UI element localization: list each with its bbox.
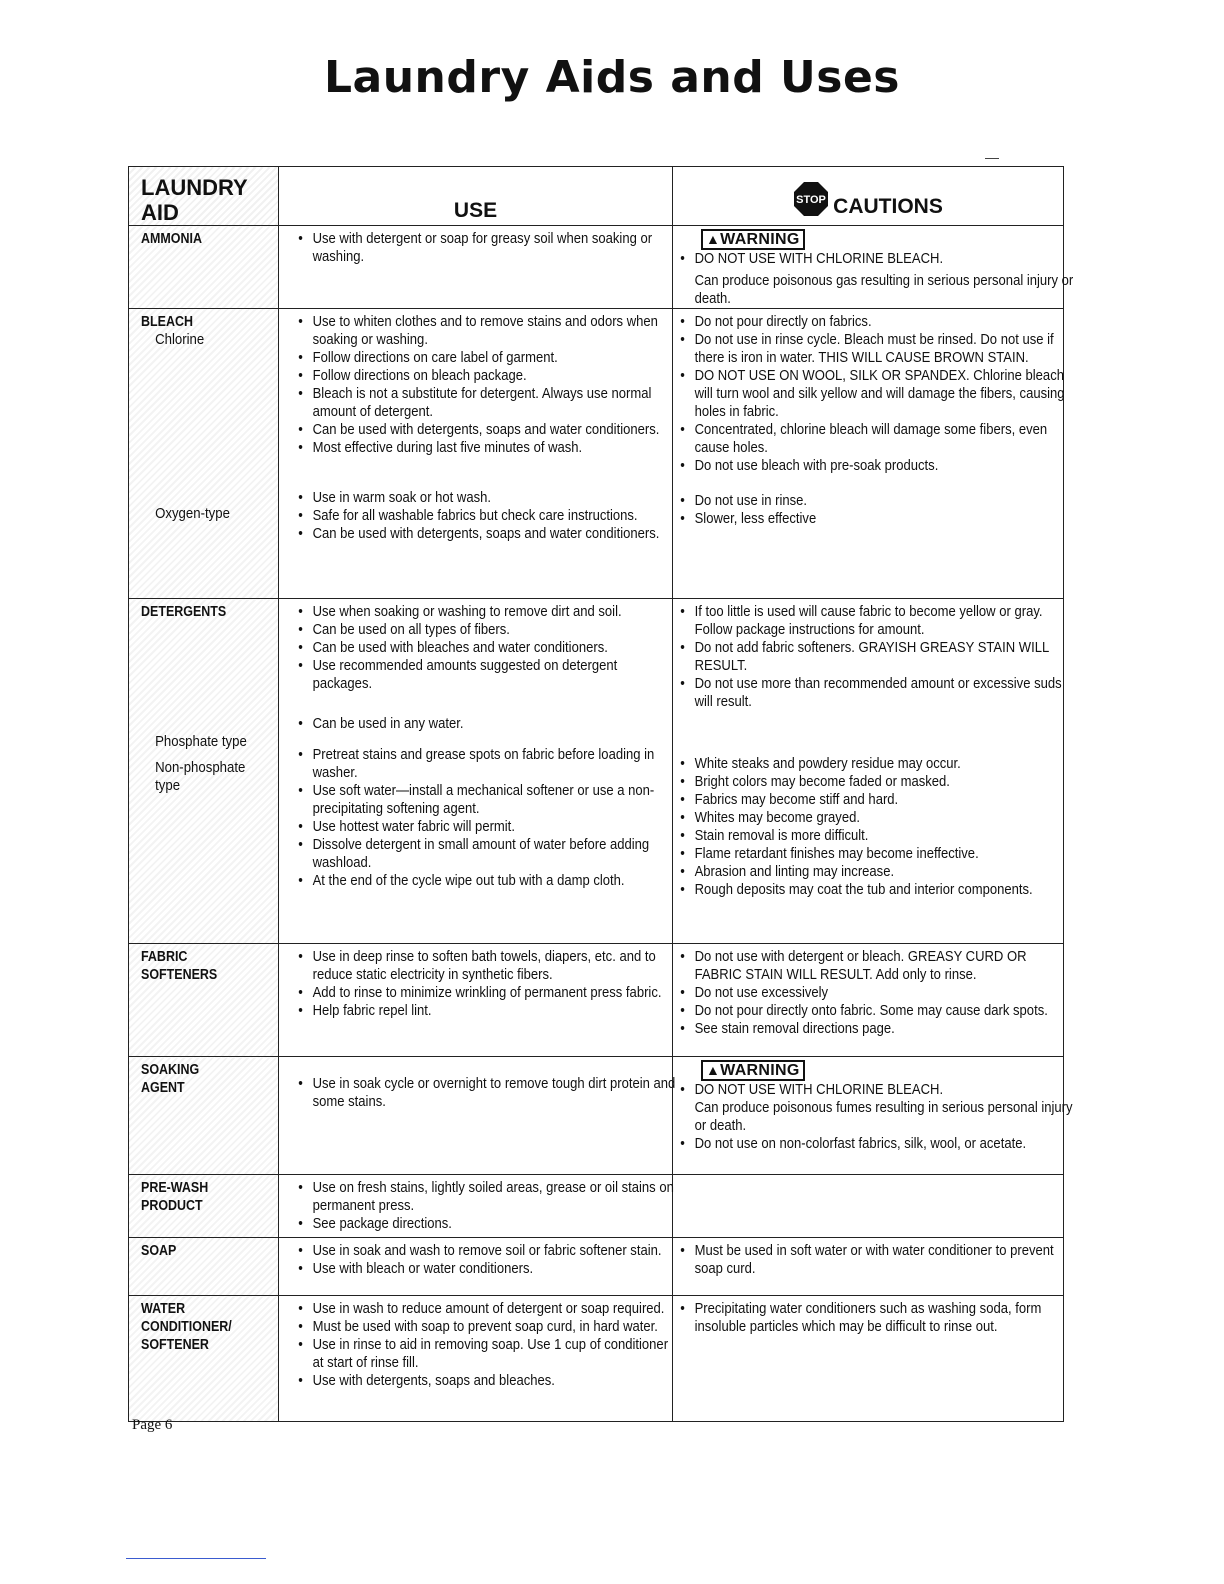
caution-cell — [673, 1238, 1064, 1296]
aid-name: PRE-WASH — [141, 1180, 209, 1196]
caution-item: • Flame retardant finishes may become ineffective. — [673, 845, 1068, 863]
aid-name: SOAKING — [141, 1062, 200, 1078]
table-row-water-conditioner — [129, 1296, 1064, 1422]
caution-item: • Do not use bleach with pre-soak products. — [673, 457, 1068, 475]
use-item: • Follow directions on care label of garment. — [291, 349, 677, 367]
use-item: • Safe for all washable fabrics but check care instructions. — [291, 507, 677, 525]
warning-label: WARNING — [720, 231, 800, 248]
caution-item: • Bright colors may become faded or masked. — [673, 773, 1068, 791]
caution-cell — [673, 1057, 1073, 1175]
caution-cell — [673, 226, 1074, 309]
aid-name: AMMONIA — [141, 231, 202, 247]
warning-badge — [701, 1060, 805, 1081]
use-item: • See package directions. — [291, 1215, 677, 1233]
caution-item: • Must be used in soft water or with water conditioner to prevent soap curd. — [673, 1242, 1068, 1278]
table-row-bleach — [129, 309, 1064, 599]
aid-name: DETERGENTS — [141, 604, 227, 620]
aid-cell — [129, 1296, 279, 1422]
warning-triangle-icon: ▲ — [706, 231, 721, 247]
aid-cell — [129, 1057, 279, 1175]
use-item: • Can be used in any water. — [291, 715, 677, 733]
aid-subtype: Chlorine — [155, 331, 205, 348]
warning-badge — [701, 229, 805, 250]
use-cell — [279, 599, 673, 944]
aid-subtype: Non-phosphate type — [155, 759, 246, 794]
aid-cell — [129, 309, 279, 599]
use-cell — [279, 1296, 673, 1422]
caution-item: • Do not use excessively — [673, 984, 1068, 1002]
header-laundry-aid — [129, 167, 279, 226]
aid-cell — [129, 226, 279, 309]
table-row-detergents — [129, 599, 1064, 944]
use-item: • Can be used on all types of fibers. — [291, 621, 677, 639]
caution-item: • See stain removal directions page. — [673, 1020, 1068, 1038]
aid-name: SOFTENERS — [141, 967, 218, 983]
table-header-row — [129, 167, 1064, 226]
aid-cell — [129, 1175, 279, 1238]
table-row-soap — [129, 1238, 1064, 1296]
aid-name: PRODUCT — [141, 1198, 203, 1214]
warning-label: WARNING — [720, 1062, 800, 1079]
aid-name: WATER — [141, 1301, 186, 1317]
use-item: • At the end of the cycle wipe out tub with a damp cloth. — [291, 872, 677, 890]
aid-name: AGENT — [141, 1080, 185, 1096]
use-cell — [279, 309, 673, 599]
aid-name: BLEACH — [141, 314, 193, 330]
aid-subtype: Phosphate type — [155, 733, 247, 750]
caution-item: • Do not pour directly onto fabric. Some may cause dark spots. — [673, 1002, 1068, 1020]
use-item: • Use in warm soak or hot wash. — [291, 489, 677, 507]
use-item: • Use recommended amounts suggested on detergent packages. — [291, 657, 677, 693]
use-item: • Use in soak and wash to remove soil or fabric softener stain. — [291, 1242, 677, 1260]
table-row-prewash — [129, 1175, 1064, 1238]
use-item: • Dissolve detergent in small amount of water before adding washload. — [291, 836, 677, 872]
use-item: • Use in soak cycle or overnight to remove tough dirt protein and some stains. — [291, 1075, 677, 1111]
aid-name: FABRIC — [141, 949, 188, 965]
caution-text: Can produce poisonous fumes resulting in serious personal injury or death. — [694, 1100, 1073, 1134]
header-aid-line1: LAUNDRY — [141, 175, 248, 200]
aid-cell — [129, 1238, 279, 1296]
use-item: • Must be used with soap to prevent soap curd, in hard water. — [291, 1318, 677, 1336]
caution-item: • DO NOT USE WITH CHLORINE BLEACH. — [673, 250, 1068, 268]
use-item: • Use to whiten clothes and to remove stains and odors when soaking or washing. — [291, 313, 677, 349]
caution-item: • Stain removal is more difficult. — [673, 827, 1068, 845]
caution-item: • Do not use with detergent or bleach. GREASY CURD OR FABRIC STAIN WILL RESULT. Add only to rinse. — [673, 948, 1068, 984]
caution-item: • Abrasion and linting may increase. — [673, 863, 1068, 881]
caution-cell — [673, 944, 1064, 1057]
use-item: • Use soft water—install a mechanical softener or use a non-precipitating softening agent. — [291, 782, 677, 818]
aid-cell — [129, 599, 279, 944]
caution-item: • DO NOT USE ON WOOL, SILK OR SPANDEX. Chlorine bleach will turn wool and silk yellow and will damage the fibers, causing holes in fabric. — [673, 367, 1068, 421]
use-item: • Use in deep rinse to soften bath towels, diapers, etc. and to reduce static electricity in synthetic fibers. — [291, 948, 677, 984]
caution-item: • Do not use on non-colorfast fabrics, silk, wool, or acetate. — [673, 1135, 1068, 1153]
laundry-aids-table — [128, 166, 1074, 1422]
caution-item: • Precipitating water conditioners such as washing soda, form insoluble particles which may be difficult to rinse out. — [673, 1300, 1068, 1336]
use-item: • Use with detergents, soaps and bleaches. — [291, 1372, 677, 1390]
use-cell — [279, 226, 673, 309]
use-item: • Bleach is not a substitute for detergent. Always use normal amount of detergent. — [291, 385, 677, 421]
caution-item: • Do not use more than recommended amount or excessive suds will result. — [673, 675, 1068, 711]
use-item: • Follow directions on bleach package. — [291, 367, 677, 385]
page-title: Laundry Aids and Uses — [324, 52, 900, 103]
caution-cell — [673, 309, 1064, 599]
stop-sign-icon — [793, 181, 829, 217]
caution-text: Can produce poisonous gas resulting in serious personal injury or death. — [694, 273, 1074, 307]
caution-cell — [673, 1296, 1064, 1422]
use-item: • Add to rinse to minimize wrinkling of permanent press fabric. — [291, 984, 677, 1002]
use-item: • Use when soaking or washing to remove dirt and soil. — [291, 603, 677, 621]
use-item: • Can be used with bleaches and water conditioners. — [291, 639, 677, 657]
aid-cell — [129, 944, 279, 1057]
caution-item: • Whites may become grayed. — [673, 809, 1068, 827]
table-row-fabric-softeners — [129, 944, 1064, 1057]
aid-subtype: Oxygen-type — [155, 505, 230, 522]
use-item: • Use with detergent or soap for greasy soil when soaking or washing. — [291, 230, 677, 266]
use-item: • Use on fresh stains, lightly soiled areas, grease or oil stains on permanent press. — [291, 1179, 677, 1215]
caution-item: • Concentrated, chlorine bleach will damage some fibers, even cause holes. — [673, 421, 1068, 457]
table-row-ammonia — [129, 226, 1064, 309]
warning-triangle-icon: ▲ — [706, 1062, 721, 1078]
caution-item: • Do not use in rinse. — [673, 492, 1068, 510]
table-row-soaking-agent — [129, 1057, 1064, 1175]
caution-item: • Do not add fabric softeners. GRAYISH GREASY STAIN WILL RESULT. — [673, 639, 1068, 675]
header-use: USE — [279, 167, 673, 226]
caution-item: • Do not pour directly on fabrics. — [673, 313, 1068, 331]
use-cell — [279, 1057, 676, 1175]
header-aid-line2: AID — [141, 200, 179, 225]
page-number: Page 6 — [132, 1417, 173, 1433]
use-item: • Use in wash to reduce amount of detergent or soap required. — [291, 1300, 677, 1318]
caution-item: • Rough deposits may coat the tub and interior components. — [673, 881, 1068, 899]
caution-cell — [673, 1175, 1064, 1238]
aid-name: SOFTENER — [141, 1337, 209, 1353]
use-item: • Can be used with detergents, soaps and water conditioners. — [291, 525, 677, 543]
use-cell — [279, 1175, 673, 1238]
header-cautions-label: CAUTIONS — [833, 195, 943, 218]
caution-item: • White steaks and powdery residue may occur. — [673, 755, 1068, 773]
header-cautions — [673, 167, 1064, 226]
caution-item: • Do not use in rinse cycle. Bleach must be rinsed. Do not use if there is iron in water. THIS WILL CAUSE BROWN STAIN. — [673, 331, 1068, 367]
aid-name: CONDITIONER/ — [141, 1319, 232, 1335]
caution-item: • Slower, less effective — [673, 510, 1068, 528]
stop-sign-text: STOP — [796, 194, 827, 206]
caution-item: • If too little is used will cause fabric to become yellow or gray. Follow package instructions for amount. — [673, 603, 1068, 639]
use-item: • Help fabric repel lint. — [291, 1002, 677, 1020]
use-item: • Use in rinse to aid in removing soap. Use 1 cup of conditioner at start of rinse fill. — [291, 1336, 677, 1372]
use-cell — [279, 1238, 673, 1296]
use-item: • Use hottest water fabric will permit. — [291, 818, 677, 836]
use-item: • Can be used with detergents, soaps and water conditioners. — [291, 421, 677, 439]
use-item: • Pretreat stains and grease spots on fabric before loading in washer. — [291, 746, 677, 782]
use-item: • Use with bleach or water conditioners. — [291, 1260, 677, 1278]
use-cell — [279, 944, 673, 1057]
caution-item: • Fabrics may become stiff and hard. — [673, 791, 1068, 809]
scan-edge-line — [126, 1558, 266, 1559]
caution-item: • DO NOT USE WITH CHLORINE BLEACH. — [673, 1081, 1068, 1099]
aid-name: SOAP — [141, 1243, 177, 1259]
caution-cell — [673, 599, 1064, 944]
scan-mark — [985, 158, 999, 159]
use-item: • Most effective during last five minutes of wash. — [291, 439, 677, 457]
